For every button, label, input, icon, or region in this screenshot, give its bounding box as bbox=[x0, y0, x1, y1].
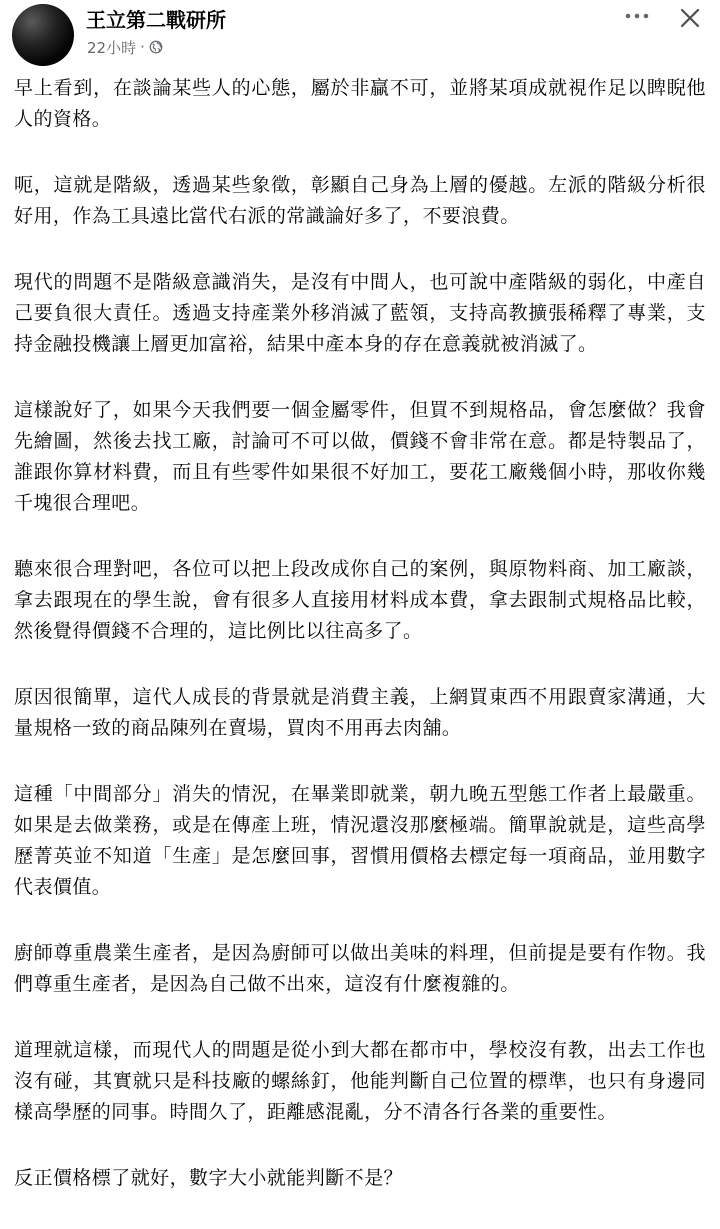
post-meta bbox=[87, 37, 163, 57]
timestamp[interactable]: 22小時 bbox=[87, 38, 137, 57]
post-paragraph: 現代的問題不是階級意識消失，是沒有中間人，也可說中產階級的弱化，中產自己要負很大責任。透過支持產業外移消滅了藍領，支持高教擴張稀釋了專業，支持金融投機讓上層更加富裕，結果中產本身的存在意義就被消滅了。 bbox=[14, 271, 706, 355]
post-paragraph: 道理就這樣，而現代人的問題是從小到大都在都市中，學校沒有教，出去工作也沒有碰，其實就只是科技廠的螺絲釘，他能判斷自己位置的標準，也只有身邊同樣高學歷的同事。時間久了，距離感混亂，分不清各行各業的重要性。 bbox=[14, 1039, 706, 1123]
post-header bbox=[0, 0, 720, 70]
avatar[interactable] bbox=[12, 4, 74, 66]
post-paragraph: 這樣說好了，如果今天我們要一個金屬零件，但買不到規格品，會怎麼做？我會先繪圖，然後去找工廠，討論可不可以做，價錢不會非常在意。都是特製品了，誰跟你算材料費，而且有些零件如果很不好加工，要花工廠幾個小時，那收你幾千塊很合理吧。 bbox=[14, 399, 706, 514]
page-name[interactable]: 王立第二戰研所 bbox=[86, 8, 226, 32]
post-paragraph: 這種「中間部分」消失的情況，在畢業即就業，朝九晚五型態工作者上最嚴重。如果是去做業務，或是在傳產上班，情況還沒那麼極端。簡單說就是，這些高學歷菁英並不知道「生產」是怎麼回事，習慣用價格去標定每一項商品，並用數字代表價值。 bbox=[14, 783, 706, 898]
close-icon[interactable] bbox=[676, 4, 704, 32]
post-paragraph: 反正價格標了就好，數字大小就能判斷不是？ bbox=[14, 1167, 404, 1189]
post-paragraph: 早上看到，在談論某些人的心態，屬於非贏不可，並將某項成就視作足以睥睨他人的資格。 bbox=[14, 77, 706, 130]
post-paragraph: 廚師尊重農業生產者，是因為廚師可以做出美味的料理，但前提是要有作物。我們尊重生產者，是因為自己做不出來，這沒有什麼複雜的。 bbox=[14, 942, 706, 995]
globe-icon[interactable] bbox=[149, 40, 163, 54]
post-paragraph: 聽來很合理對吧，各位可以把上段改成你自己的案例，與原物料商、加工廠談，拿去跟現在的學生說，會有很多人直接用材料成本費，拿去跟制式規格品比較，然後覺得價錢不合理的，這比例比以往高多了。 bbox=[14, 558, 706, 642]
meta-separator: · bbox=[140, 38, 145, 56]
more-horizontal-icon[interactable] bbox=[622, 6, 652, 26]
post-body bbox=[14, 73, 706, 1229]
post-paragraph: 原因很簡單，這代人成長的背景就是消費主義，上網買東西不用跟賣家溝通，大量規格一致的商品陳列在賣場，買肉不用再去肉舖。 bbox=[14, 686, 706, 739]
post-paragraph: 呃，這就是階級，透過某些象徵，彰顯自己身為上層的優越。左派的階級分析很好用，作為工具遠比當代右派的常識論好多了，不要浪費。 bbox=[14, 174, 706, 227]
